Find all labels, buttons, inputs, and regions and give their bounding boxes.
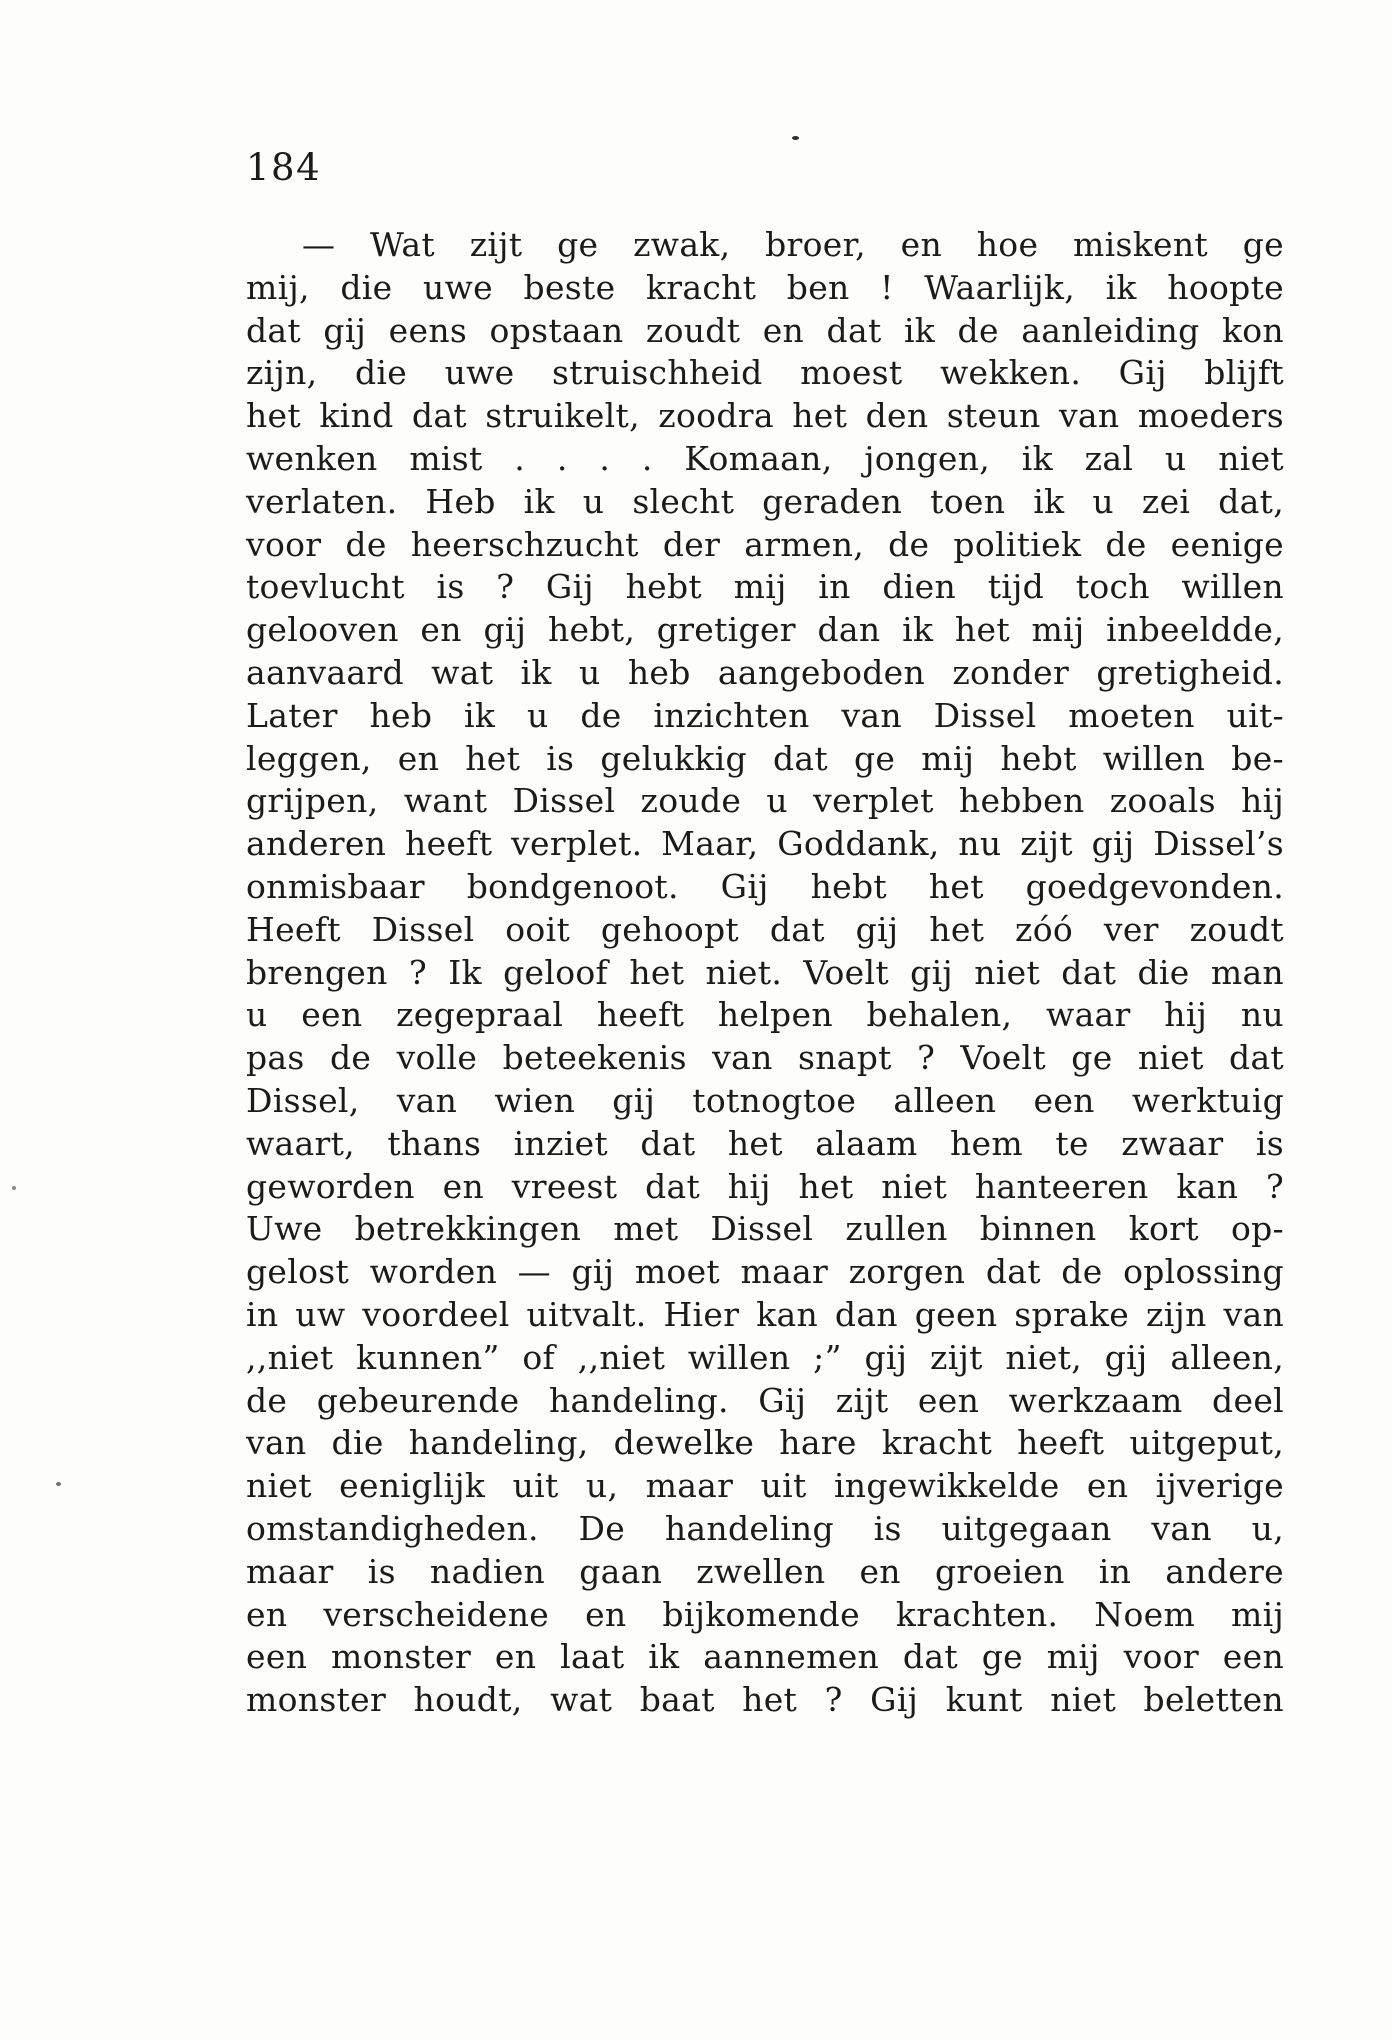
- text-line: mij, die uwe beste kracht ben ! Waarlijk, ik hoopte: [246, 267, 1284, 307]
- text-line: leggen, en het is gelukkig dat ge mij hebt willen be-: [246, 738, 1284, 778]
- text-line: Dissel, van wien gij totnogtoe alleen een werktuig: [246, 1080, 1284, 1120]
- text-line: maar is nadien gaan zwellen en groeien in andere: [246, 1551, 1284, 1591]
- text-line: Heeft Dissel ooit gehoopt dat gij het zóó ver zoudt: [246, 909, 1284, 949]
- scan-speck: [56, 1482, 61, 1486]
- text-line: gelost worden — gij moet maar zorgen dat de oplossing: [246, 1252, 1284, 1292]
- text-line: anderen heeft verplet. Maar, Goddank, nu zijt gij Dissel’s: [246, 824, 1284, 864]
- scan-speck: [792, 136, 799, 140]
- text-line: waart, thans inziet dat het alaam hem te zwaar is: [246, 1123, 1284, 1163]
- text-line: Uwe betrekkingen met Dissel zullen binnen kort op-: [246, 1209, 1284, 1249]
- text-line: pas de volle beteekenis van snapt ? Voelt ge niet dat: [246, 1038, 1284, 1078]
- text-line: monster houdt, wat baat het ? Gij kunt niet beletten: [246, 1680, 1284, 1720]
- page-number: 184: [246, 146, 322, 189]
- text-line: geworden en vreest dat hij het niet hanteeren kan ?: [246, 1166, 1284, 1206]
- text-line: u een zegepraal heeft helpen behalen, waar hij nu: [246, 995, 1284, 1035]
- text-line: — Wat zijt ge zwak, broer, en hoe miskent ge: [302, 225, 1284, 264]
- text-line: gelooven en gij hebt, gretiger dan ik het mij inbeeldde,: [246, 610, 1284, 650]
- text-line: de gebeurende handeling. Gij zijt een werkzaam deel: [246, 1380, 1284, 1420]
- text-line: dat gij eens opstaan zoudt en dat ik de aanleiding kon: [246, 310, 1284, 350]
- text-line: voor de heerschzucht der armen, de politiek de eenige: [246, 524, 1284, 564]
- text-line: aanvaard wat ik u heb aangeboden zonder gretigheid.: [246, 652, 1284, 692]
- text-line: van die handeling, dewelke hare kracht heeft uitgeput,: [246, 1423, 1284, 1463]
- scan-speck: [12, 1186, 16, 1190]
- text-line: Later heb ik u de inzichten van Dissel moeten uit-: [246, 695, 1284, 735]
- text-line: het kind dat struikelt, zoodra het den steun van moeders: [246, 396, 1284, 436]
- text-line: een monster en laat ik aannemen dat ge mij voor een: [246, 1637, 1284, 1677]
- text-line: ,,niet kunnen” of ,,niet willen ;” gij zijt niet, gij alleen,: [246, 1337, 1284, 1377]
- text-line: wenken mist . . . . Komaan, jongen, ik zal u niet: [246, 438, 1284, 478]
- text-line: niet eeniglijk uit u, maar uit ingewikkelde en ijverige: [246, 1466, 1284, 1506]
- text-line: brengen ? Ik geloof het niet. Voelt gij niet dat die man: [246, 952, 1284, 992]
- paragraph: [246, 224, 1284, 1722]
- text-line: toevlucht is ? Gij hebt mij in dien tijd toch willen: [246, 567, 1284, 607]
- text-line: en verscheidene en bijkomende krachten. Noem mij: [246, 1594, 1284, 1634]
- text-line: onmisbaar bondgenoot. Gij hebt het goedgevonden.: [246, 866, 1284, 906]
- text-line: verlaten. Heb ik u slecht geraden toen ik u zei dat,: [246, 481, 1284, 521]
- text-line: omstandigheden. De handeling is uitgegaan van u,: [246, 1508, 1284, 1548]
- text-line: in uw voordeel uitvalt. Hier kan dan geen sprake zijn van: [246, 1294, 1284, 1334]
- text-line: grijpen, want Dissel zoude u verplet hebben zooals hij: [246, 781, 1284, 821]
- text-line: zijn, die uwe struischheid moest wekken. Gij blijft: [246, 353, 1284, 393]
